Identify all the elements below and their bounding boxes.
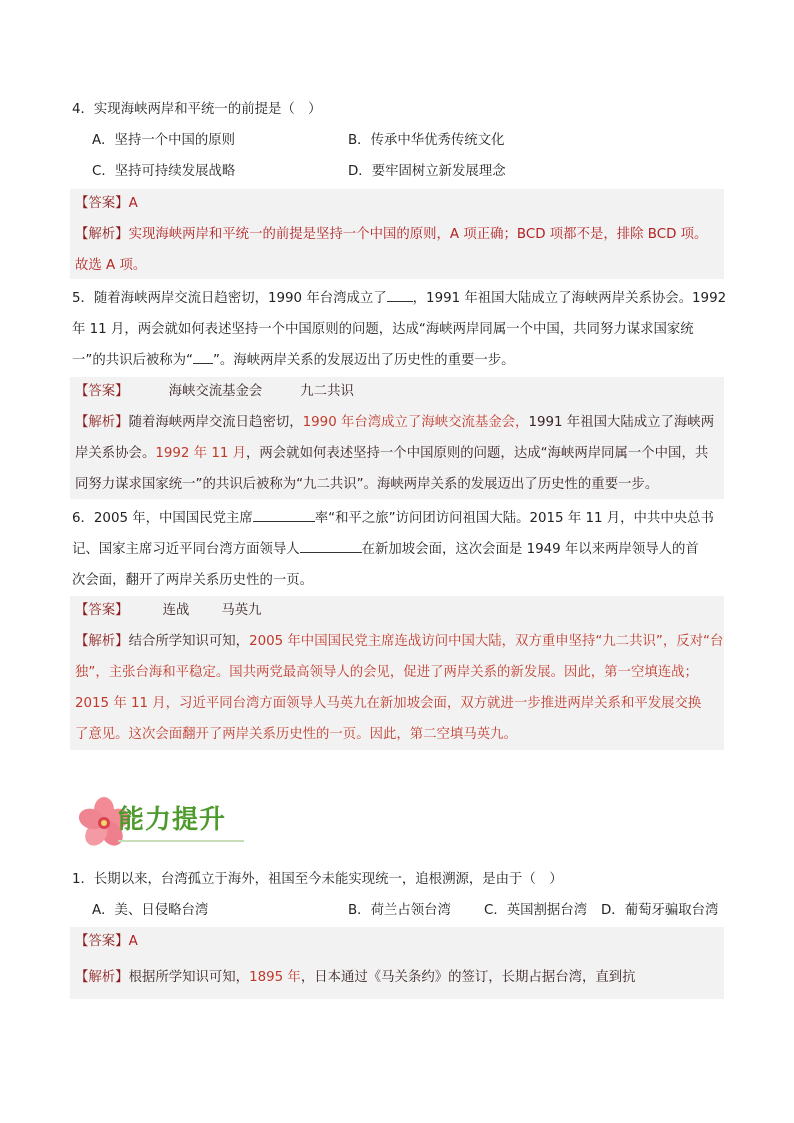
fill-blank <box>300 539 362 553</box>
fill-blank <box>193 350 213 364</box>
q6-answer-line <box>75 595 720 626</box>
q6-explanation-highlight: ，习近平同台湾方面领导人马英九在新加坡会面，双方就进一步推进两岸关系和平发展交换 <box>165 696 702 711</box>
q4-explanation-line-2 <box>75 250 720 281</box>
q6-explanation-highlight: 独”，主张台海和平稳定。国共两党最高领导人的会见，促进了两岸关系的新发展。因此，第一空填连战； <box>75 665 698 680</box>
answer-tag: 【答案】 <box>75 384 129 399</box>
q5-explanation-text: 同努力谋求国家统一”的共识后被称为“九二共识”。海峡两岸关系的发展迈出了历史性的重要一步。 <box>75 477 659 492</box>
fill-blank <box>253 508 315 522</box>
q4-option-a: A．坚持一个中国的原则 <box>92 133 236 148</box>
explanation-tag: 【解析】 <box>75 634 129 649</box>
answer-tag: 【答案】 <box>75 934 129 949</box>
q6-explanation-text: 结合所学知识可知， <box>128 634 250 649</box>
q6-answer-2: 马英九 <box>221 603 262 618</box>
q6-text: 记、国家主席习近平同台湾方面领导人 <box>72 542 300 557</box>
explanation-tag: 【解析】 <box>75 227 129 242</box>
explanation-tag: 【解析】 <box>75 415 129 430</box>
q6-explanation-line-3 <box>75 688 720 719</box>
q6-answer-1: 连战 <box>162 603 190 618</box>
q5-explanation-highlight: 1992 年 11 月 <box>155 446 247 461</box>
q5-stem-line-3 <box>72 345 724 376</box>
section-underline <box>118 840 244 842</box>
fill-blank <box>387 288 413 302</box>
q6-explanation-highlight: 2005 年中国国民党主席连战访问中国大陆，双方重申坚持“九二共识”，反对“台 <box>249 634 724 649</box>
q6-explanation-highlight: 2015 年 11 月 <box>75 696 166 711</box>
q5-explanation-text: 1991 年祖国大陆成立了海峡两 <box>528 415 715 430</box>
q5-text: ”。海峡两岸关系的发展迈出了历史性的重要一步。 <box>213 353 515 368</box>
q6-stem-line-2 <box>72 534 724 565</box>
q5-explanation-text: 岸关系协会。 <box>75 446 156 461</box>
q5-explanation-line-1 <box>75 407 720 438</box>
q5-explanation-text: 随着海峡两岸交流日趋密切， <box>128 415 303 430</box>
q6-stem-line-1 <box>72 503 724 534</box>
q6-stem-line-3: 次会面，翻开了两岸关系历史性的一页。 <box>72 573 314 588</box>
q5-answer-1: 海峡交流基金会 <box>168 384 263 399</box>
q5-stem-line-2: 年 11 月，两会就如何表述坚持一个中国原则的问题，达成“海峡两岸同属一个中国，共同努力谋求国家统 <box>72 322 694 337</box>
q4-stem: 4．实现海峡两岸和平统一的前提是（ ） <box>72 102 322 117</box>
s1-explanation-line-1 <box>75 962 720 993</box>
q5-answer-line <box>75 376 720 407</box>
q4-answer: A <box>128 196 138 211</box>
q6-explanation-highlight: 了意见。这次会面翻开了两岸关系历史性的一页。因此，第二空填马英九。 <box>75 727 517 742</box>
q4-explanation-line-1 <box>75 219 720 250</box>
q5-explanation-line-2 <box>75 438 720 469</box>
q5-explanation-line-3 <box>75 469 720 500</box>
s1-stem: 1．长期以来，台湾孤立于海外，祖国至今未能实现统一，追根溯源，是由于（ ） <box>72 872 563 887</box>
s1-explanation-text: 根据所学知识可知， <box>128 970 250 985</box>
q5-explanation-text: ，两会就如何表述坚持一个中国原则的问题，达成“海峡两岸同属一个中国，共 <box>246 446 709 461</box>
q5-answer-2: 九二共识 <box>300 384 354 399</box>
s1-option-b: B．荷兰占领台湾 <box>348 903 451 918</box>
section-title: 能力提升 <box>118 805 227 835</box>
s1-explanation-text: ，日本通过《马关条约》的签订，长期占据台湾，直到抗 <box>300 970 636 985</box>
s1-explanation-highlight: 1895 年 <box>249 970 301 985</box>
s1-option-c: C．英国割据台湾 <box>484 903 588 918</box>
q5-text: ，1991 年祖国大陆成立了海峡两岸关系协会。1992 <box>412 291 727 306</box>
explanation-tag: 【解析】 <box>75 970 129 985</box>
q5-text: 一”的共识后被称为“ <box>72 353 193 368</box>
s1-answer-line <box>75 926 720 957</box>
q6-text: 6．2005 年，中国国民党主席 <box>72 511 253 526</box>
q6-explanation-line-1 <box>75 626 724 657</box>
answer-tag: 【答案】 <box>75 196 129 211</box>
q6-explanation-line-4 <box>75 719 720 750</box>
q5-explanation-highlight: 1990 年台湾成立了海峡交流基金会， <box>302 415 529 430</box>
answer-tag: 【答案】 <box>75 603 129 618</box>
s1-answer: A <box>128 934 138 949</box>
q6-explanation-line-2 <box>75 657 720 688</box>
q4-option-c: C．坚持可持续发展战略 <box>92 164 236 179</box>
q4-answer-line <box>75 188 720 219</box>
q6-text: 率“和平之旅”访问团访问祖国大陆。2015 年 11 月，中共中央总书 <box>314 511 714 526</box>
s1-option-a: A．美、日侵略台湾 <box>92 903 209 918</box>
q4-explanation-text: 实现海峡两岸和平统一的前提是坚持一个中国的原则，A 项正确；BCD 项都不是，排除 BCD 项。 <box>128 227 708 242</box>
q6-text: 在新加坡会面，这次会面是 1949 年以来两岸领导人的首 <box>361 542 699 557</box>
q4-option-d: D．要牢固树立新发展理念 <box>348 164 506 179</box>
q5-stem-line-1 <box>72 283 727 314</box>
s1-option-d: D．葡萄牙骗取台湾 <box>601 903 719 918</box>
q5-text: 5．随着海峡两岸交流日趋密切，1990 年台湾成立了 <box>72 291 387 306</box>
q4-option-b: B．传承中华优秀传统文化 <box>348 133 505 148</box>
q4-explanation-text: 故选 A 项。 <box>75 258 147 273</box>
